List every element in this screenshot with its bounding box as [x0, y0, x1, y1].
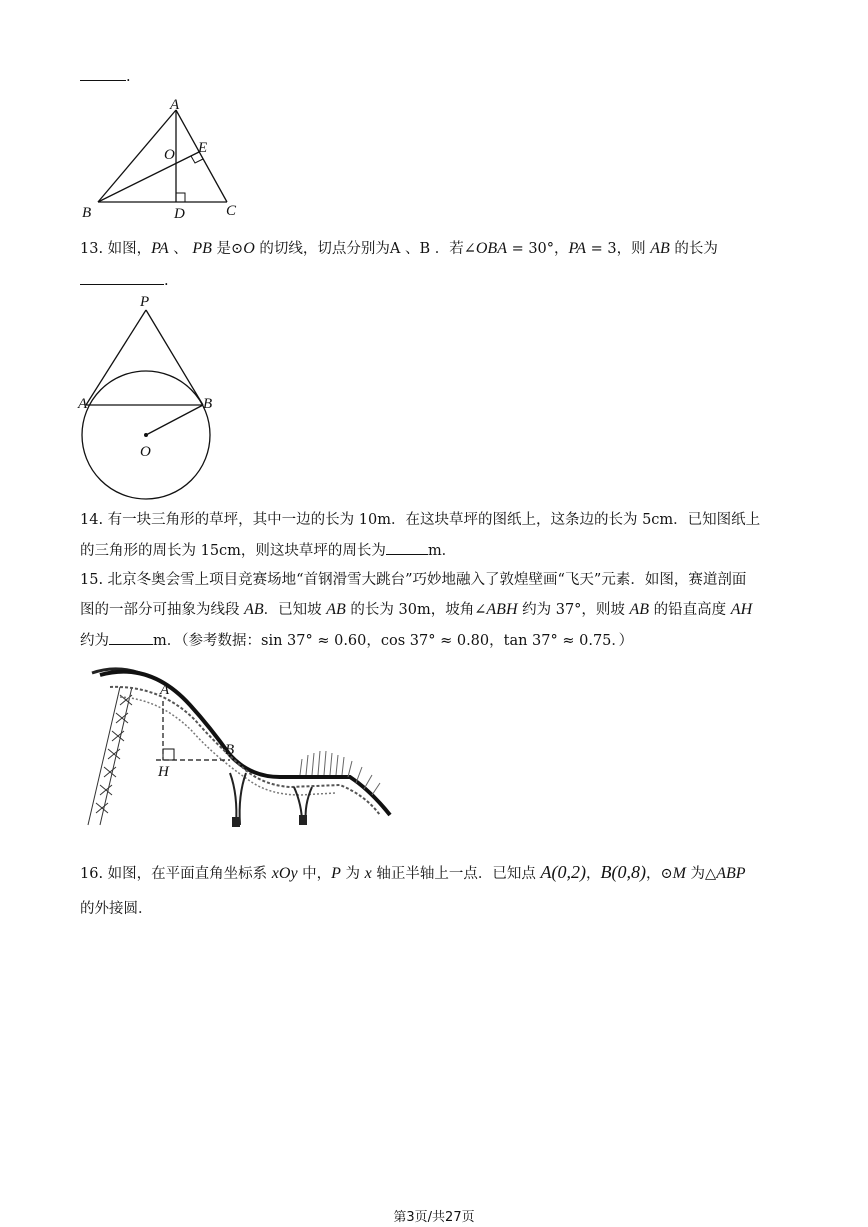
q12-label-o: O	[164, 147, 175, 163]
q15-label-a: A	[160, 682, 170, 698]
q12-answer-line: .	[80, 66, 131, 87]
q13-label-o: O	[140, 444, 151, 460]
q12-label-e: E	[198, 140, 208, 156]
q15-line-2: 图的一部分可抽象为线段 AB．已知坡 AB 的长为 30m，坡角∠ABH 约为 37°，则坡 AB 的铅直高度 AH	[80, 601, 753, 618]
q13-label-a: A	[78, 396, 88, 412]
q15-ski-jump-figure	[80, 665, 410, 835]
q13-label-p: P	[140, 294, 150, 310]
q12-label-a: A	[170, 97, 180, 113]
q15-label-b: B	[225, 742, 235, 758]
q14-blank	[386, 540, 428, 555]
q15-line-3: 约为 m．（参考数据：sin 37° ≈ 0.60，cos 37° ≈ 0.80，tan 37° ≈ 0.75．）	[80, 630, 633, 651]
q14-line-1: 14. 有一块三角形的草坪，其中一边的长为 10m．在这块草坪的图纸上，这条边的长为 5cm．已知图纸上	[80, 512, 761, 528]
q13-question-text: 13. 如图，PA 、 PB 是⊙O 的切线，切点分别为A 、B ．若∠OBA = 30°，PA = 3，则 AB 的长为	[80, 240, 718, 257]
q13-circle-figure	[78, 292, 228, 502]
q15-blank	[109, 630, 153, 645]
q13-answer-line: .	[80, 270, 169, 291]
q14-line-2: 的三角形的周长为 15cm，则这块草坪的周长为 m．	[80, 540, 456, 561]
q12-label-c: C	[226, 203, 237, 219]
q16-line-2: 的外接圆．	[80, 901, 153, 917]
q16-line-1: 16. 如图，在平面直角坐标系 xOy 中，P 为 x 轴正半轴上一点．已知点 A(0,2)，B(0,8)，⊙M 为△ABP	[80, 862, 746, 882]
q12-triangle-figure	[78, 96, 248, 226]
q12-label-b: B	[82, 205, 92, 221]
q13-label-b: B	[203, 396, 213, 412]
q12-blank	[80, 66, 126, 81]
q15-label-h: H	[158, 764, 169, 780]
q13-blank	[80, 270, 164, 285]
page-footer: 第3页/共27页	[393, 1210, 475, 1225]
q12-label-d: D	[174, 206, 185, 222]
q15-line-1: 15. 北京冬奥会雪上项目竞赛场地“首钢滑雪大跳台”巧妙地融入了敦煌壁画“飞天”元素．如图，赛道剖面	[80, 572, 747, 588]
